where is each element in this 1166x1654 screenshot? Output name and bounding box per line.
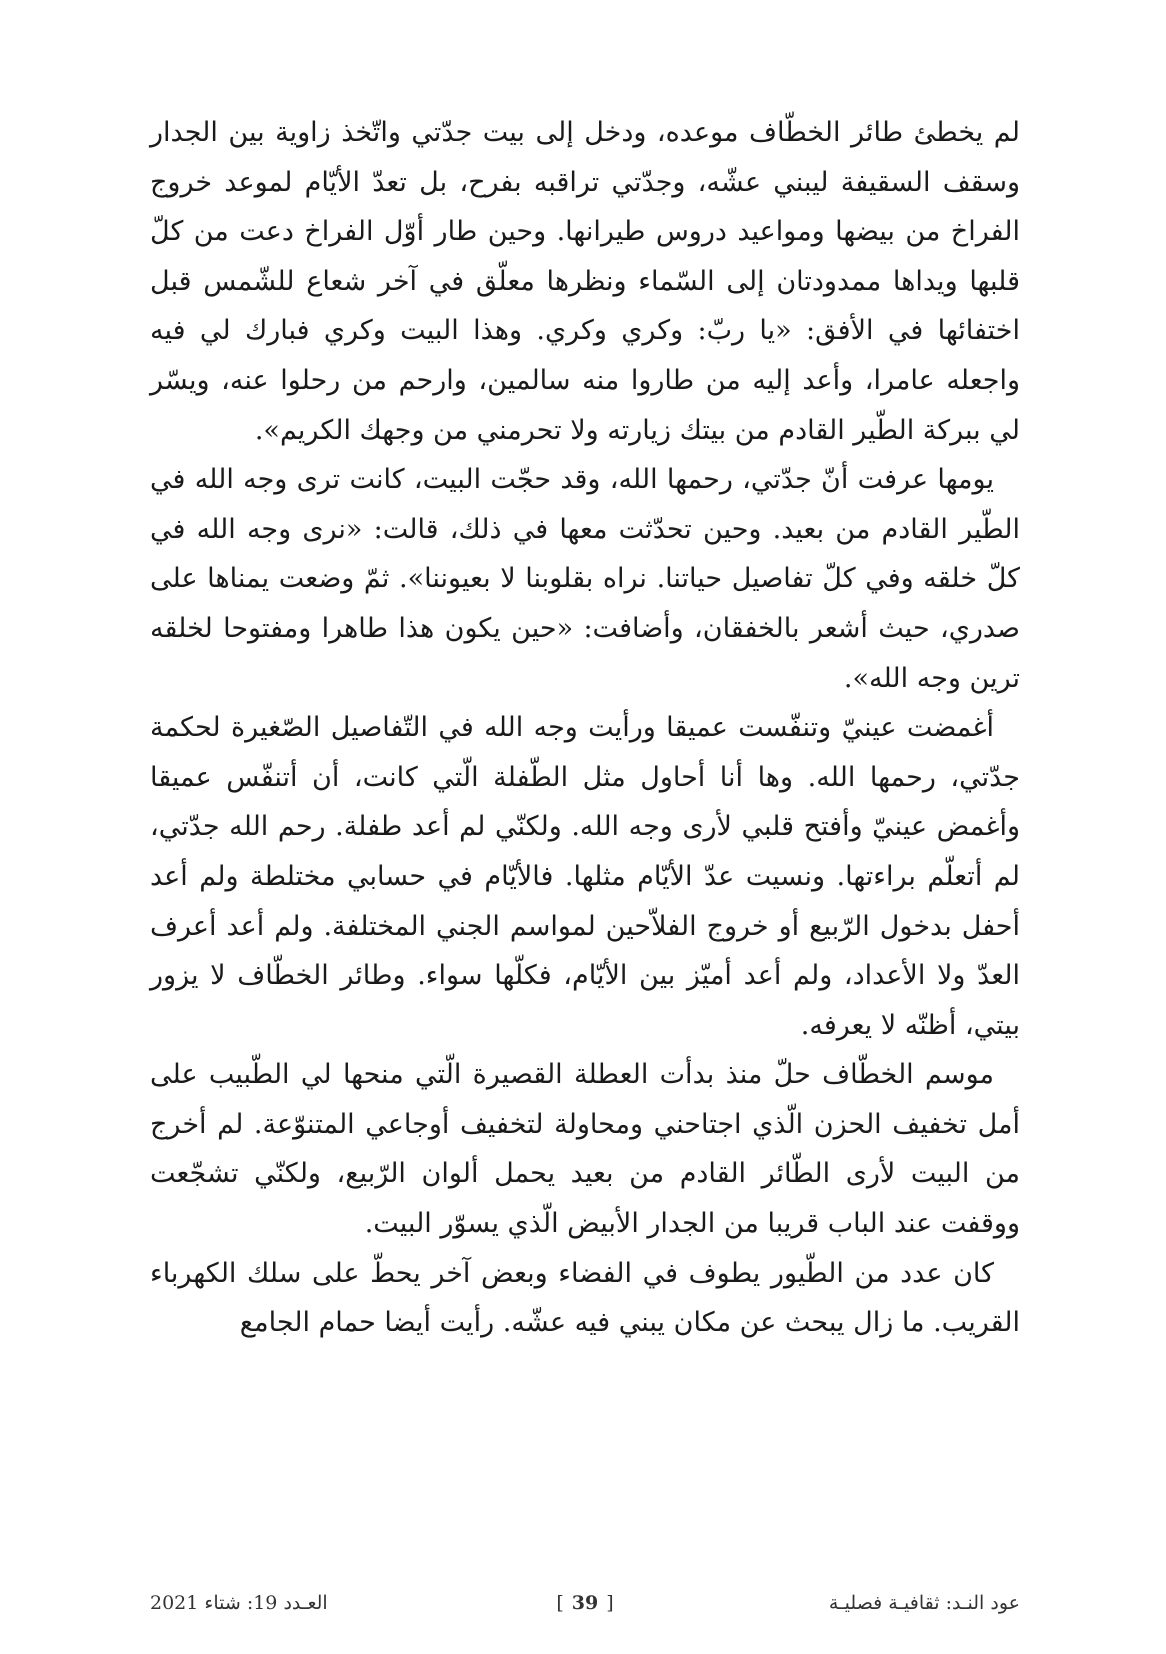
article-body (150, 108, 1020, 1348)
paragraph: يومها عرفت أنّ جدّتي، رحمها الله، وقد حجّت البيت، كانت ترى وجه الله في الطّير القادم من بعيد. وحين تحدّثت معها في ذلك، قالت: «نرى وجه الله في كلّ خلقه وفي كلّ تفاصيل حياتنا. نراه بقلوبنا لا بعيوننا». ثمّ وضعت يمناها على صدري، حيث أشعر بالخفقان، وأضافت: «حين يكون هذا طاهرا ومفتوحا لخلقه ترين وجه الله». (150, 464, 1020, 694)
paragraph: أغمضت عينيّ وتنفّست عميقا ورأيت وجه الله في التّفاصيل الصّغيرة لحكمة جدّتي، رحمها الله. وها أنا أحاول مثل الطّفلة الّتي كانت، أن أتنفّس عميقا وأغمض عينيّ وأفتح قلبي لأرى وجه الله. ولكنّي لم أعد طفلة. رحم الله جدّتي، لم أتعلّم براءتها. ونسيت عدّ الأيّام مثلها. فالأيّام في حسابي مختلطة ولم أعد أحفل بدخول الرّبيع أو خروج الفلاّحين لمواسم الجني المختلفة. ولم أعد أعرف العدّ ولا الأعداد، ولم أعد أميّز بين الأيّام، فكلّها سواء. وطائر الخطّاف لا يزور بيتي، أظنّه لا يعرفه. (150, 712, 1020, 1041)
page-bracket-open: [ (556, 1592, 564, 1614)
page-number-value: 39 (571, 1592, 599, 1614)
paragraph: لم يخطئ طائر الخطّاف موعده، ودخل إلى بيت جدّتي واتّخذ زاوية بين الجدار وسقف السقيفة ليبني عشّه، وجدّتي تراقبه بفرح، بل تعدّ الأيّام لموعد خروج الفراخ من بيضها ومواعيد دروس طيرانها. وحين طار أوّل الفراخ دعت من كلّ قلبها ويداها ممدودتان إلى السّماء ونظرها معلّق في آخر شعاع للشّمس قبل اختفائها في الأفق: «يا ربّ: وكري وكري. وهذا البيت وكري فبارك لي فيه واجعله عامرا، وأعد إليه من طاروا منه سالمين، وارحم من رحلوا عنه، ويسّر لي ببركة الطّير القادم من بيتك زيارته ولا تحرمني من وجهك الكريم». (150, 117, 1020, 446)
paragraph: كان عدد من الطّيور يطوف في الفضاء وبعض آخر يحطّ على سلك الكهرباء القريب. ما زال يبحث عن مكان يبني فيه عشّه. رأيت أيضا حمام الجامع (150, 1257, 1020, 1339)
footer-journal-title: عود النـد: ثقافيـة فصليـة (828, 1592, 1020, 1614)
page-number (556, 1592, 613, 1614)
page-footer (150, 1592, 1020, 1626)
page-bracket-close: ] (606, 1592, 614, 1614)
paragraph: موسم الخطّاف حلّ منذ بدأت العطلة القصيرة الّتي منحها لي الطّبيب على أمل تخفيف الحزن الّذي اجتاحني ومحاولة لتخفيف أوجاعي المتنوّعة. لم أخرج من البيت لأرى الطّائر القادم من بعيد يحمل ألوان الرّبيع، ولكنّي تشجّعت ووقفت عند الباب قريبا من الجدار الأبيض الّذي يسوّر البيت. (150, 1059, 1020, 1240)
footer-issue: العـدد 19: شتاء 2021 (150, 1592, 328, 1614)
